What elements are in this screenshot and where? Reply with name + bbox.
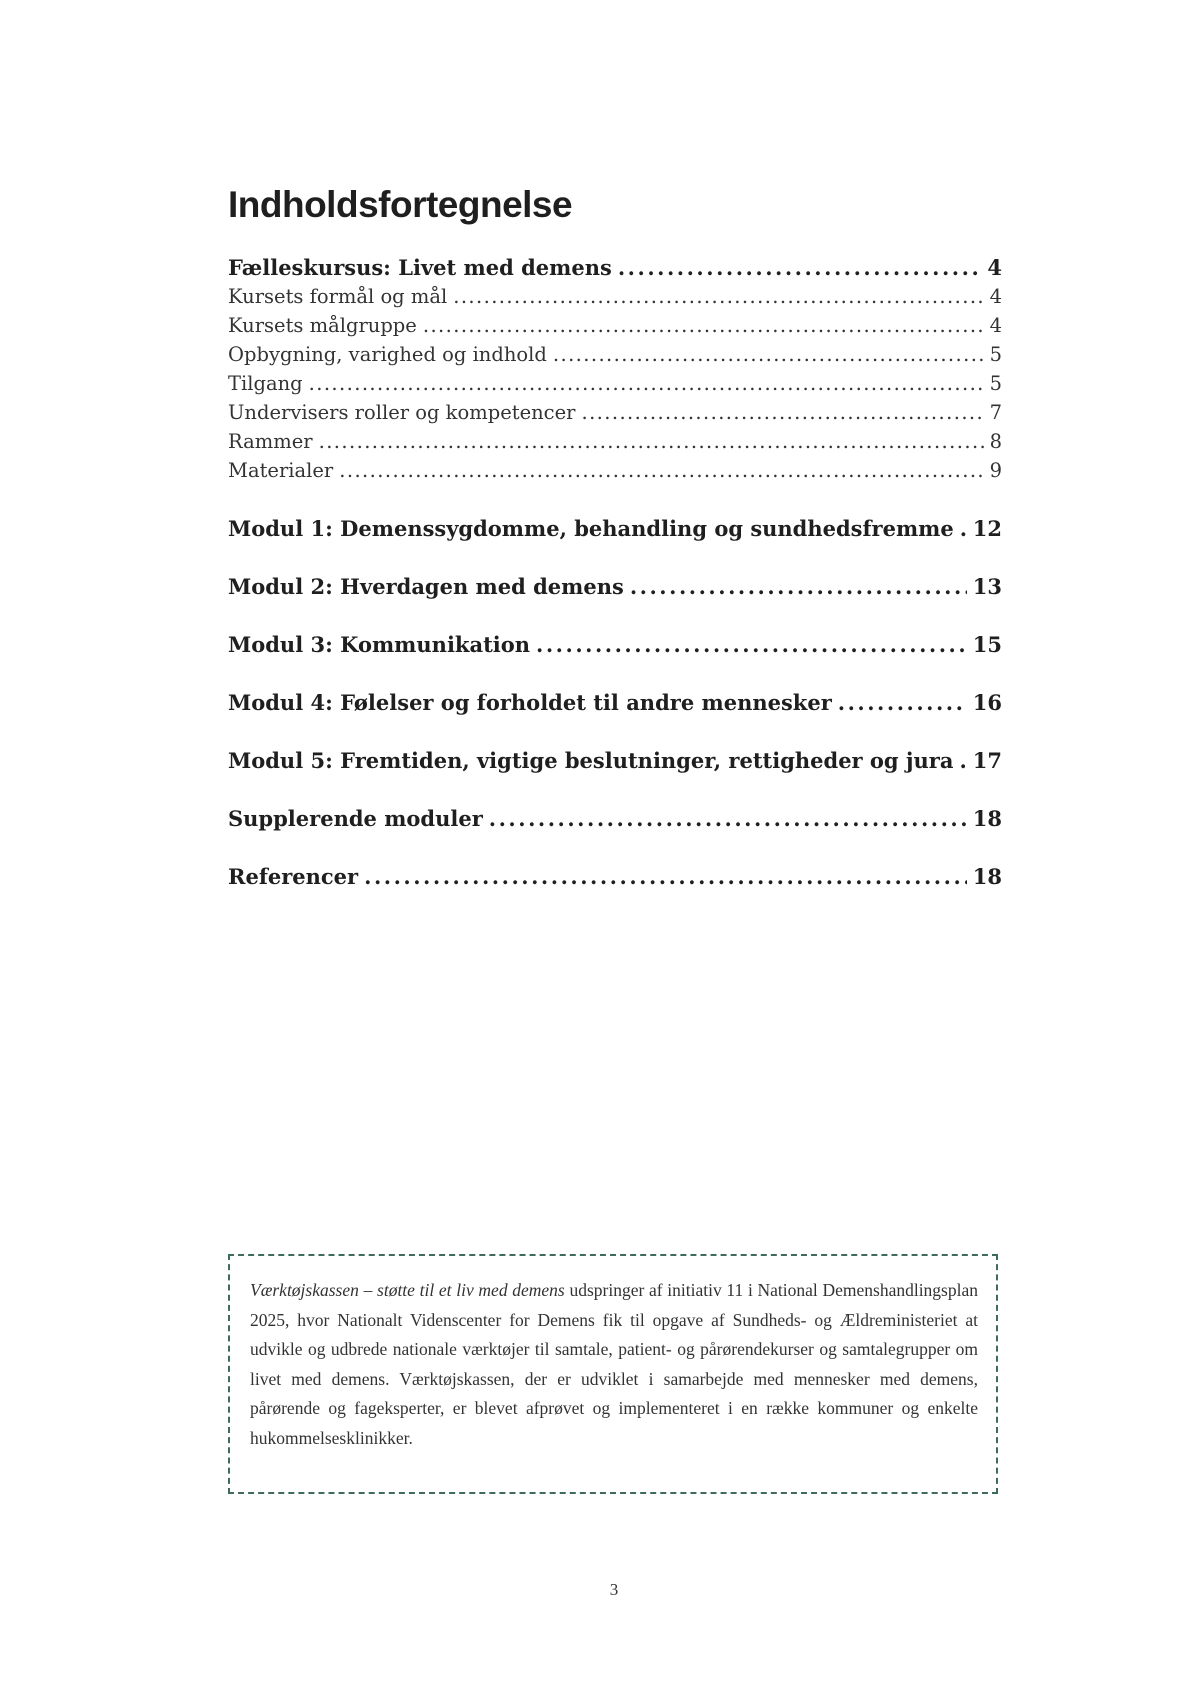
toc-entry-label: Materialer xyxy=(228,459,334,482)
toc-leader-dots xyxy=(339,456,983,485)
toc-leader-dots xyxy=(453,282,983,311)
page-number: 3 xyxy=(609,1580,619,1599)
toc-entry-label: Referencer xyxy=(228,864,359,889)
page-title: Indholdsfortegnelse xyxy=(228,184,573,225)
toc-entry-page: 17 xyxy=(972,748,1002,773)
toc-leader-dots xyxy=(319,427,984,456)
toc-entry-label: Opbygning, varighed og indhold xyxy=(228,343,547,366)
toc-subentry-opbygning[interactable] xyxy=(228,340,1002,369)
toc-entry-label: Modul 5: Fremtiden, vigtige beslutninger, rettigheder og jura xyxy=(228,748,954,773)
toc-entry-page: 9 xyxy=(989,459,1002,482)
toc-entry-page: 4 xyxy=(989,314,1002,337)
toc-entry-page: 15 xyxy=(972,632,1002,657)
toc-entry-page: 5 xyxy=(989,372,1002,395)
toc-entry-supplerende[interactable] xyxy=(228,804,1002,833)
toc-leader-dots xyxy=(423,311,984,340)
toc-entry-page: 16 xyxy=(972,690,1002,715)
toc-entry-label: Fælleskursus: Livet med demens xyxy=(228,255,612,280)
toc-subentry-maalgruppe[interactable] xyxy=(228,311,1002,340)
info-box-italic-title: Værktøjskassen – støtte til et liv med demens xyxy=(250,1280,565,1300)
toc-subentry-materialer[interactable] xyxy=(228,456,1002,485)
toc-leader-dots xyxy=(581,398,983,427)
toc-leader-dots xyxy=(489,804,967,833)
toc-entry-modul-1[interactable] xyxy=(228,514,1002,543)
toc-entry-page: 8 xyxy=(989,430,1002,453)
toc-entry-page: 18 xyxy=(972,864,1002,889)
toc-entry-label: Modul 2: Hverdagen med demens xyxy=(228,574,624,599)
toc-leader-dots xyxy=(618,253,982,282)
toc-subentry-rammer[interactable] xyxy=(228,427,1002,456)
toc-entry-label: Undervisers roller og kompetencer xyxy=(228,401,576,424)
toc-entry-referencer[interactable] xyxy=(228,862,1002,891)
toc-entry-faelleskursus[interactable] xyxy=(228,253,1002,282)
toc-entry-label: Kursets formål og mål xyxy=(228,285,448,308)
toc-entry-label: Modul 3: Kommunikation xyxy=(228,632,531,657)
toc-entry-page: 12 xyxy=(972,516,1002,541)
toc-entry-page: 4 xyxy=(987,255,1002,280)
toc-leader-dots xyxy=(838,688,967,717)
toc-leader-dots xyxy=(960,514,967,543)
info-box-body: udspringer af initiativ 11 i National Demenshandlingsplan 2025, hvor Nationalt Videnscenter for Demens fik til opgave af Sundheds- og Ældreministeriet at udvikle og udbrede nationale værktøjer til samtale, patient- og pårørendekurser og samtalegrupper om livet med demens. Værktøjskassen, der er udviklet i samarbejde med mennesker med demens, pårørende og fageksperter, er blevet afprøvet og implementeret i en række kommuner og enkelte hukommelsesklinikker. xyxy=(250,1280,978,1448)
toc-leader-dots xyxy=(309,369,984,398)
info-box xyxy=(228,1254,998,1494)
toc-entry-modul-5[interactable] xyxy=(228,746,1002,775)
toc-entry-label: Tilgang xyxy=(228,372,303,395)
toc-entry-label: Supplerende moduler xyxy=(228,806,483,831)
toc-entry-page: 18 xyxy=(972,806,1002,831)
toc-entry-page: 13 xyxy=(972,574,1002,599)
toc-leader-dots xyxy=(364,862,967,891)
toc-subentry-undervisers-roller[interactable] xyxy=(228,398,1002,427)
toc-entry-label: Modul 4: Følelser og forholdet til andre mennesker xyxy=(228,690,832,715)
toc-entry-page: 5 xyxy=(989,343,1002,366)
toc-subentry-tilgang[interactable] xyxy=(228,369,1002,398)
toc-leader-dots xyxy=(630,572,967,601)
toc-entry-label: Rammer xyxy=(228,430,313,453)
toc-subentry-formaal[interactable] xyxy=(228,282,1002,311)
toc-leader-dots xyxy=(536,630,967,659)
toc-entry-label: Kursets målgruppe xyxy=(228,314,417,337)
toc-entry-modul-2[interactable] xyxy=(228,572,1002,601)
toc-leader-dots xyxy=(553,340,984,369)
toc-entry-page: 4 xyxy=(989,285,1002,308)
toc-entry-page: 7 xyxy=(989,401,1002,424)
toc-leader-dots xyxy=(959,746,966,775)
table-of-contents xyxy=(228,253,1002,891)
toc-entry-modul-3[interactable] xyxy=(228,630,1002,659)
toc-entry-label: Modul 1: Demenssygdomme, behandling og sundhedsfremme xyxy=(228,516,954,541)
toc-entry-modul-4[interactable] xyxy=(228,688,1002,717)
